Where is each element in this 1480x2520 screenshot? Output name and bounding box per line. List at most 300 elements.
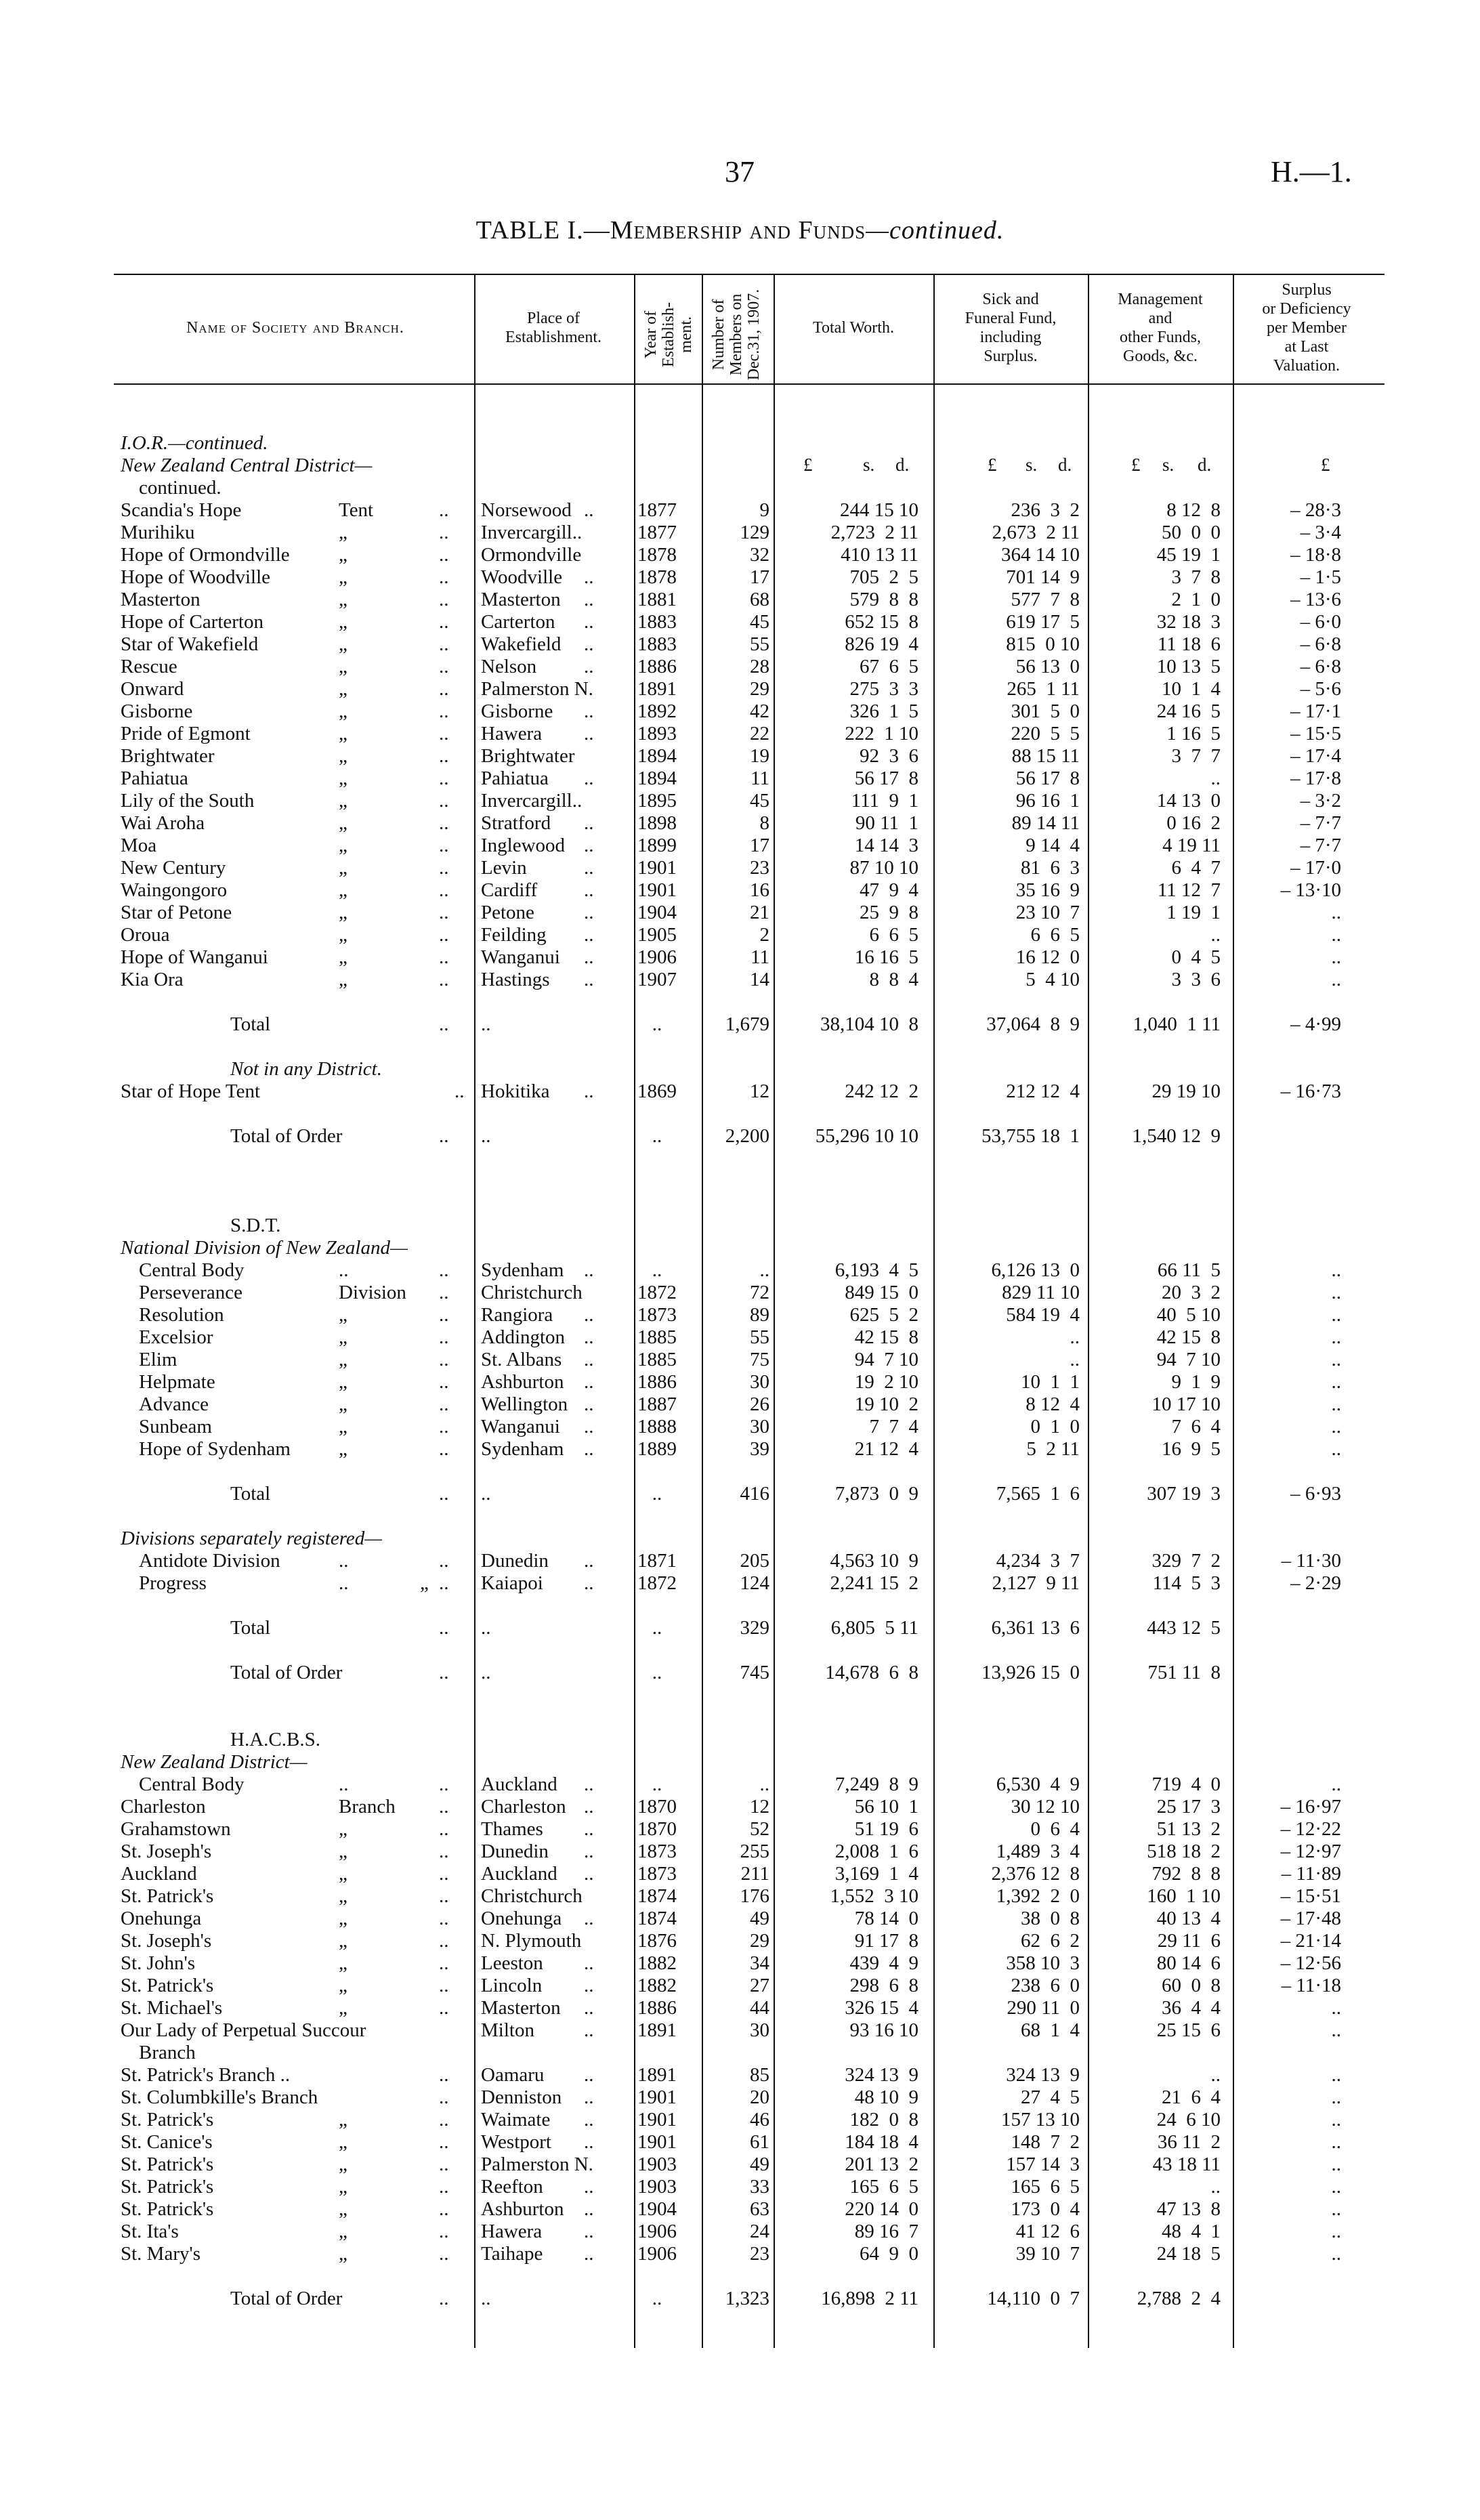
name-cell: Charleston [121, 1796, 206, 1818]
sick-fund-cell: 62 6 2 [1021, 1930, 1080, 1952]
name-cell: Total [230, 1013, 271, 1035]
members-cell: 89 [750, 1304, 769, 1326]
ditto-mark: „ [339, 1952, 347, 1974]
leader-dots: .. [439, 723, 449, 744]
leader-dots: .. [584, 1259, 594, 1281]
management-cell: .. [1210, 2176, 1221, 2198]
name-cell: St. Canice's [121, 2131, 213, 2153]
members-cell: 12 [750, 1796, 769, 1818]
year-cell: 1905 [637, 924, 677, 946]
name-cell: Waingongoro [121, 879, 228, 901]
surplus-cell: – 16·97 [1280, 1796, 1341, 1818]
sick-fund-cell: 68 1 4 [1021, 2019, 1080, 2041]
sick-fund-cell: 10 1 1 [1021, 1371, 1080, 1393]
sick-fund-cell: 173 0 4 [1011, 2198, 1080, 2220]
total-worth-cell: 2,241 15 2 [830, 1572, 918, 1594]
place-cell: Hawera [481, 2221, 543, 2242]
leader-dots: .. [584, 879, 594, 901]
table-row [0, 1773, 1480, 1795]
year-cell: 1899 [637, 835, 677, 856]
surplus-cell: .. [1331, 1349, 1341, 1370]
ditto-mark: „ [339, 2198, 347, 2220]
year-cell: 1885 [637, 1349, 677, 1370]
sick-fund-cell: 165 6 5 [1011, 2176, 1080, 2198]
table-row [0, 522, 1480, 543]
header-place [477, 309, 630, 347]
place-cell: Hastings [481, 969, 550, 990]
place-cell: Invercargill.. [481, 790, 583, 812]
name-cell: Pride of Egmont [121, 723, 251, 744]
name-cell: St. John's [121, 1952, 195, 1974]
table-row [0, 1751, 1480, 1773]
year-cell: 1901 [637, 2131, 677, 2153]
ditto-mark: „ [420, 1572, 429, 1594]
management-cell: 0 16 2 [1166, 812, 1221, 834]
table-row [0, 1863, 1480, 1885]
sick-fund-cell: 290 11 0 [1007, 1997, 1080, 2019]
year-cell: 1901 [637, 857, 677, 879]
leader-dots: .. [584, 1393, 594, 1415]
management-cell: 114 5 3 [1152, 1572, 1221, 1594]
year-cell: 1874 [637, 1885, 677, 1907]
total-worth-cell: 42 15 8 [854, 1326, 918, 1348]
surplus-cell: – 6·93 [1290, 1483, 1341, 1505]
table-row [0, 1930, 1480, 1952]
management-cell: 1 16 5 [1166, 723, 1221, 744]
leader-dots: .. [584, 2019, 594, 2041]
place-cell: Leeston [481, 1952, 543, 1974]
sick-fund-cell: 2,673 2 11 [992, 522, 1080, 543]
management-cell: 307 19 3 [1147, 1483, 1221, 1505]
total-worth-cell: 1,552 3 10 [830, 1885, 918, 1907]
leader-dots: .. [439, 2064, 449, 2086]
year-cell: 1872 [637, 1282, 677, 1303]
table-row [0, 566, 1480, 588]
sick-fund-cell: 35 16 9 [1015, 879, 1080, 901]
leader-dots: .. [439, 812, 449, 834]
sick-fund-cell: 38 0 8 [1021, 1908, 1080, 1929]
sick-fund-cell: 89 14 11 [1011, 812, 1080, 834]
total-worth-cell: 90 11 1 [855, 812, 918, 834]
place-cell: Thames [481, 1818, 543, 1840]
management-cell: 11 12 7 [1157, 879, 1221, 901]
document-reference: H.—1. [1271, 155, 1352, 188]
header-surplus-line3: per Member [1267, 319, 1347, 337]
management-cell: 10 13 5 [1156, 656, 1221, 677]
pence-sign: d. [1198, 455, 1212, 475]
total-worth-cell: 326 15 4 [845, 1997, 918, 2019]
sick-fund-cell: 358 10 3 [1006, 1952, 1080, 1974]
total-worth-cell: 705 2 5 [849, 566, 918, 588]
sick-fund-cell: 53,755 18 1 [981, 1125, 1080, 1147]
leader-dots: .. [584, 1997, 594, 2019]
header-year-line1: Year of [642, 310, 660, 359]
sick-fund-cell: 8 12 4 [1026, 1393, 1080, 1415]
header-management [1091, 290, 1230, 366]
name-cell: Total [230, 1483, 271, 1505]
table-row [0, 544, 1480, 566]
header-sick-line3: including [979, 329, 1042, 346]
management-cell: 160 1 10 [1147, 1885, 1221, 1907]
sick-fund-cell: 16 12 0 [1015, 946, 1080, 968]
leader-dots: .. [439, 633, 449, 655]
leader-dots: .. [584, 2221, 594, 2242]
members-cell: 55 [750, 1326, 769, 1348]
year-cell: 1904 [637, 902, 677, 923]
management-cell: 42 15 8 [1156, 1326, 1221, 1348]
leader-dots: .. [584, 499, 594, 521]
ditto-mark: „ [339, 902, 347, 923]
leader-dots: .. [439, 1013, 449, 1035]
members-cell: 30 [750, 1371, 769, 1393]
management-cell: 40 13 4 [1156, 1908, 1221, 1929]
total-worth-cell: 182 0 8 [849, 2109, 918, 2130]
sick-fund-cell: 619 17 5 [1006, 611, 1080, 633]
leader-dots: .. [439, 1483, 449, 1505]
sick-fund-cell: 212 12 4 [1006, 1080, 1080, 1102]
total-worth-cell: 275 3 3 [849, 678, 918, 700]
name-cell: Total of Order [230, 1662, 343, 1683]
surplus-cell: – 2·29 [1290, 1572, 1341, 1594]
ditto-mark: „ [339, 1393, 347, 1415]
leader-dots: .. [584, 1796, 594, 1818]
leader-dots: .. [439, 2086, 449, 2108]
year-cell: 1907 [637, 969, 677, 990]
surplus-cell: .. [1331, 1282, 1341, 1303]
place-cell: Hawera [481, 723, 543, 744]
leader-dots: .. [439, 1796, 449, 1818]
table-row [0, 1349, 1480, 1370]
pound-sign: £ [988, 455, 997, 475]
table-row [0, 2042, 1480, 2063]
leader-dots: .. [439, 678, 449, 700]
management-cell: 792 8 8 [1151, 1863, 1221, 1885]
sick-fund-cell: 56 17 8 [1015, 768, 1080, 789]
members-cell: 745 [740, 1662, 769, 1683]
sick-fund-cell: 81 6 3 [1021, 857, 1080, 879]
surplus-cell: – 11·18 [1281, 1975, 1341, 1996]
management-cell: .. [1210, 924, 1221, 946]
total-worth-cell: 94 7 10 [854, 1349, 918, 1370]
year-cell: 1870 [637, 1818, 677, 1840]
name-cell: St. Joseph's [121, 1930, 212, 1952]
leader-dots: .. [439, 589, 449, 610]
leader-dots: .. [584, 1349, 594, 1370]
leader-dots: .. [584, 1572, 594, 1594]
members-cell: 124 [740, 1572, 769, 1594]
surplus-cell: .. [1331, 1416, 1341, 1437]
title-suffix: —continued. [866, 216, 1005, 245]
table-row [0, 656, 1480, 677]
members-cell: 17 [750, 566, 769, 588]
ditto-mark: „ [339, 946, 347, 968]
leader-dots: .. [439, 1617, 449, 1639]
ditto-mark: „ [339, 2221, 347, 2242]
branch-kind: .. [339, 1773, 349, 1795]
year-cell: 1885 [637, 1326, 677, 1348]
table-row [0, 1662, 1480, 1683]
place-cell: Oamaru [481, 2064, 545, 2086]
table-row [0, 1304, 1480, 1326]
table-row [0, 1282, 1480, 1303]
shillings-sign: s. [1162, 455, 1175, 475]
members-cell: 68 [750, 589, 769, 610]
sick-fund-cell: 27 4 5 [1021, 2086, 1080, 2108]
branch-kind: Branch [339, 1796, 396, 1818]
surplus-cell: – 15·5 [1290, 723, 1341, 744]
leader-dots: .. [584, 1080, 594, 1102]
place-cell: Denniston [481, 2086, 562, 2108]
sick-fund-cell: 157 14 3 [1006, 2154, 1080, 2175]
place-cell: Addington [481, 1326, 566, 1348]
table-row [0, 1416, 1480, 1437]
ditto-mark: „ [339, 633, 347, 655]
management-cell: .. [1210, 768, 1221, 789]
sick-fund-cell: 2,376 12 8 [991, 1863, 1080, 1885]
sick-fund-cell: 265 1 11 [1007, 678, 1080, 700]
name-cell: Sunbeam [139, 1416, 212, 1437]
total-worth-cell: 21 12 4 [854, 1438, 918, 1460]
header-total-worth: Total Worth. [813, 319, 894, 337]
surplus-cell: – 3·4 [1300, 522, 1341, 543]
place-cell: .. [481, 2288, 491, 2309]
leader-dots: .. [584, 1773, 594, 1795]
total-worth-cell: 16 16 5 [854, 946, 918, 968]
sick-fund-cell: 829 11 10 [1002, 1282, 1080, 1303]
ditto-mark: „ [339, 790, 347, 812]
leader-dots: .. [584, 2176, 594, 2198]
surplus-cell: .. [1331, 924, 1341, 946]
name-cell: Central Body [139, 1259, 245, 1281]
table-row [0, 611, 1480, 633]
management-cell: 80 14 6 [1156, 1952, 1221, 1974]
leader-dots: .. [439, 790, 449, 812]
leader-dots: .. [584, 2064, 594, 2086]
leader-dots: .. [439, 700, 449, 722]
total-worth-cell: 56 17 8 [854, 768, 918, 789]
leader-dots: .. [584, 589, 594, 610]
table-row [0, 455, 1480, 476]
total-worth-cell: 67 6 5 [860, 656, 918, 677]
leader-dots: .. [439, 1885, 449, 1907]
table-row [0, 477, 1480, 499]
leader-dots: .. [584, 1863, 594, 1885]
place-cell: Sydenham [481, 1438, 564, 1460]
leader-dots: .. [584, 611, 594, 633]
year-cell: 1906 [637, 2243, 677, 2265]
name-cell: Star of Wakefield [121, 633, 259, 655]
name-cell: National Division of New Zealand— [121, 1237, 408, 1259]
year-cell: 1893 [637, 723, 677, 744]
year-cell: .. [652, 1662, 662, 1683]
name-cell: Kia Ora [121, 969, 184, 990]
ditto-mark: „ [339, 1304, 347, 1326]
place-cell: Brightwater [481, 745, 575, 767]
year-cell: 1901 [637, 2086, 677, 2108]
surplus-cell: .. [1331, 2019, 1341, 2041]
members-cell: 9 [759, 499, 769, 521]
surplus-cell: – 1·5 [1300, 566, 1341, 588]
name-cell: Pahiatua [121, 768, 188, 789]
management-cell: 1 19 1 [1166, 902, 1221, 923]
table-row [0, 1483, 1480, 1505]
surplus-cell: – 16·73 [1280, 1080, 1341, 1102]
table-row [0, 1572, 1480, 1594]
total-worth-cell: 579 8 8 [849, 589, 918, 610]
place-cell: Invercargill.. [481, 522, 583, 543]
members-cell: 26 [750, 1393, 769, 1415]
members-cell: 2,200 [725, 1125, 769, 1147]
table-row [0, 700, 1480, 722]
leader-dots: .. [439, 745, 449, 767]
name-cell: Progress [139, 1572, 207, 1594]
surplus-cell: – 12·56 [1280, 1952, 1341, 1974]
name-cell: Grahamstown [121, 1818, 231, 1840]
surplus-cell: .. [1331, 1438, 1341, 1460]
surplus-cell: .. [1331, 969, 1341, 990]
table-row [0, 812, 1480, 834]
total-worth-cell: 19 10 2 [854, 1393, 918, 1415]
management-cell: 0 4 5 [1171, 946, 1221, 968]
surplus-cell: – 3·2 [1300, 790, 1341, 812]
table-row [0, 633, 1480, 655]
year-cell: 1894 [637, 768, 677, 789]
name-cell: Divisions separately registered— [121, 1528, 383, 1549]
branch-kind: .. [339, 1550, 349, 1572]
ditto-mark: „ [339, 656, 347, 677]
total-worth-cell: 220 14 0 [845, 2198, 918, 2220]
place-cell: Milton [481, 2019, 534, 2041]
branch-kind: Tent [339, 499, 374, 521]
management-cell: 7 6 4 [1171, 1416, 1221, 1437]
table-row [0, 1013, 1480, 1035]
surplus-cell: – 21·14 [1280, 1930, 1341, 1952]
table-row [0, 835, 1480, 856]
surplus-cell: – 7·7 [1300, 812, 1341, 834]
members-cell: 12 [750, 1080, 769, 1102]
ditto-mark: „ [339, 1416, 347, 1437]
table-row [0, 499, 1480, 521]
members-cell: 129 [740, 522, 769, 543]
year-cell: .. [652, 1617, 662, 1639]
header-members [710, 280, 767, 389]
total-worth-cell: 7 7 4 [869, 1416, 918, 1437]
leader-dots: .. [439, 1818, 449, 1840]
ditto-mark: „ [339, 1818, 347, 1840]
place-cell: Gisborne [481, 700, 553, 722]
sick-fund-cell: 14,110 0 7 [987, 2288, 1080, 2309]
place-cell: Woodville [481, 566, 563, 588]
ditto-mark: „ [339, 2109, 347, 2130]
surplus-cell: .. [1331, 2131, 1341, 2153]
total-worth-cell: 25 9 8 [860, 902, 918, 923]
total-worth-cell: 89 16 7 [854, 2221, 918, 2242]
name-cell: Onehunga [121, 1908, 202, 1929]
surplus-cell: – 18·8 [1290, 544, 1341, 566]
name-cell: Hope of Wanganui [121, 946, 268, 968]
surplus-cell: .. [1331, 902, 1341, 923]
year-cell: 1906 [637, 2221, 677, 2242]
year-cell: 1886 [637, 1371, 677, 1393]
management-cell: 60 0 8 [1162, 1975, 1221, 1996]
surplus-cell: – 6·8 [1300, 656, 1341, 677]
management-cell: 45 19 1 [1156, 544, 1221, 566]
members-cell: 29 [750, 1930, 769, 1952]
sick-fund-cell: 236 3 2 [1011, 499, 1080, 521]
place-cell: Wanganui [481, 946, 560, 968]
management-cell: 20 3 2 [1162, 1282, 1221, 1303]
surplus-cell: – 11·30 [1281, 1550, 1341, 1572]
leader-dots: .. [439, 1863, 449, 1885]
shillings-sign: s. [1026, 455, 1038, 475]
ditto-mark: „ [339, 924, 347, 946]
members-cell: 19 [750, 745, 769, 767]
total-worth-cell: 47 9 4 [860, 879, 918, 901]
total-worth-cell: 51 19 6 [854, 1818, 918, 1840]
name-cell: St. Ita's [121, 2221, 179, 2242]
members-cell: 75 [750, 1349, 769, 1370]
surplus-cell: .. [1331, 1304, 1341, 1326]
total-worth-cell: 849 15 0 [845, 1282, 918, 1303]
header-top-rule [114, 274, 1384, 275]
management-cell: 25 15 6 [1156, 2019, 1221, 2041]
year-cell: 1869 [637, 1080, 677, 1102]
table-row [0, 432, 1480, 454]
total-worth-cell: 6,805 5 11 [830, 1617, 918, 1639]
name-cell: Gisborne [121, 700, 193, 722]
total-worth-cell: 326 1 5 [849, 700, 918, 722]
place-cell: Auckland [481, 1773, 557, 1795]
year-cell: 1886 [637, 656, 677, 677]
sick-fund-cell: 23 10 7 [1015, 902, 1080, 923]
ditto-mark: „ [339, 2154, 347, 2175]
year-cell: 1891 [637, 2019, 677, 2041]
surplus-cell: – 13·6 [1290, 589, 1341, 610]
total-worth-cell: 6,193 4 5 [834, 1259, 918, 1281]
members-cell: 8 [759, 812, 769, 834]
total-worth-cell: 6 6 5 [869, 924, 918, 946]
year-cell: 1873 [637, 1863, 677, 1885]
place-cell: Wellington [481, 1393, 568, 1415]
management-cell: 9 1 9 [1171, 1371, 1221, 1393]
surplus-cell: – 17·8 [1290, 768, 1341, 789]
total-worth-cell: 4,563 10 9 [830, 1550, 918, 1572]
year-cell: 1883 [637, 611, 677, 633]
name-cell: Star of Hope Tent [121, 1080, 261, 1102]
leader-dots: .. [439, 1952, 449, 1974]
leader-dots: .. [439, 1572, 449, 1594]
name-cell: Not in any District. [230, 1058, 382, 1080]
place-cell: Masterton [481, 1997, 561, 2019]
name-cell: H.A.C.B.S. [230, 1729, 320, 1750]
table-row [0, 2154, 1480, 2175]
header-mgmt-line3: other Funds, [1120, 329, 1201, 346]
shillings-sign: s. [863, 455, 875, 475]
name-cell: Wai Aroha [121, 812, 205, 834]
name-cell: Antidote Division [139, 1550, 280, 1572]
surplus-cell: .. [1331, 2198, 1341, 2220]
members-cell: 20 [750, 2086, 769, 2108]
year-cell: 1903 [637, 2154, 677, 2175]
name-cell: Brightwater [121, 745, 215, 767]
sick-fund-cell: 815 0 10 [1006, 633, 1080, 655]
table-row [0, 1058, 1480, 1080]
management-cell: 11 18 6 [1157, 633, 1221, 655]
surplus-cell: – 12·97 [1280, 1841, 1341, 1862]
surplus-cell: – 7·7 [1300, 835, 1341, 856]
total-worth-cell: 165 6 5 [849, 2176, 918, 2198]
place-cell: Inglewood [481, 835, 566, 856]
